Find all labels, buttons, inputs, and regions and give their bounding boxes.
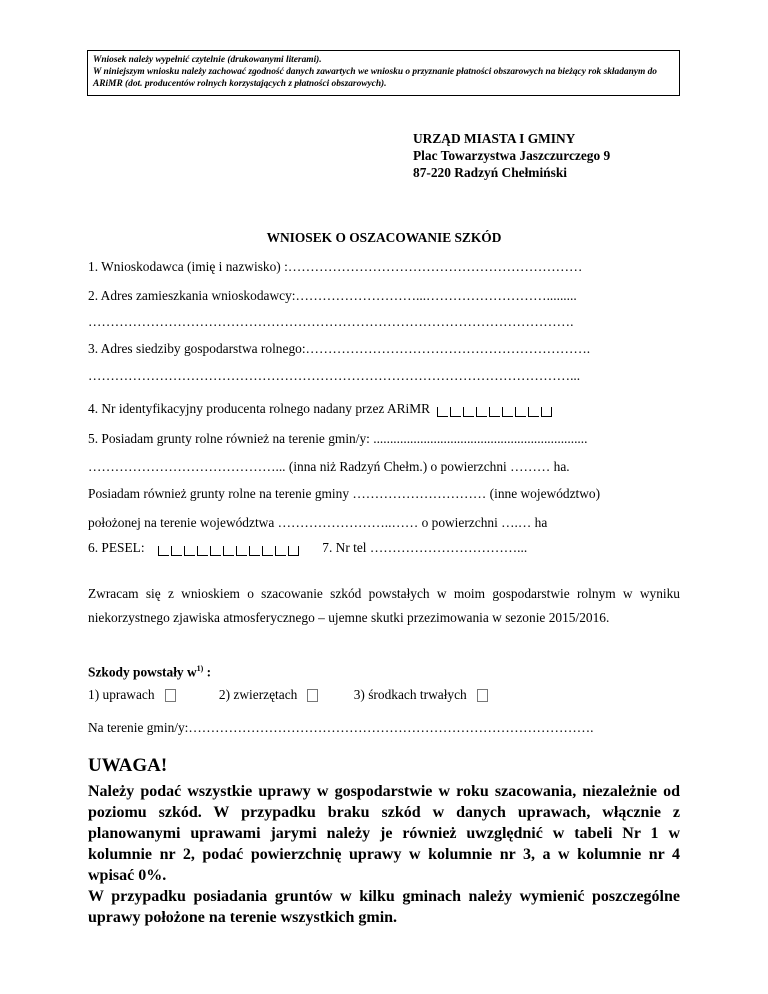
digit-box[interactable]: [288, 546, 299, 556]
request-statement: Zwracam się z wnioskiem o szacowanie szkód powstałych w moim gospodarstwie rolnym w wyniku niekorzystnego zjawiska atmosferycznego – ujemne skutki przezimowania w sezonie 2015/2016.: [88, 586, 680, 625]
option-animals-label: 2) zwierzętach: [218, 687, 298, 702]
uwaga-text: [88, 781, 680, 928]
damage-location-field[interactable]: Na terenie gmin/y:……………………………………………………………………………….: [88, 720, 594, 735]
option-crops-label: 1) uprawach: [88, 687, 155, 702]
farm-address-field[interactable]: 3. Adres siedziby gospodarstwa rolnego:……………………………………………………….: [88, 341, 591, 356]
other-commune-field[interactable]: 5. Posiadam grunty rolne również na terenie gmin/y: ................................................................: [88, 431, 588, 446]
voivodeship-area-field[interactable]: położonej na terenie województwa ……………………..…… o powierzchni ….… ha: [88, 515, 548, 530]
other-voivodeship-commune-text: Posiadam również grunty rolne na terenie gminy ………………………… (inne województwo): [88, 486, 601, 501]
digit-box[interactable]: [463, 407, 474, 417]
footnote-marker: 1): [196, 664, 204, 673]
recipient-street: Plac Towarzystwa Jaszczurczego 9: [413, 148, 611, 163]
digit-box[interactable]: [502, 407, 513, 417]
applicant-address-field[interactable]: 2. Adres zamieszkania wnioskodawcy:………………………...……………………….........: [88, 288, 577, 303]
digit-box[interactable]: [489, 407, 500, 417]
instruction-line-2: W niniejszym wniosku należy zachować zgodność danych zawartych we wniosku o przyznanie płatności obszarowych na bieżący rok składanym do ARiMR (dot. producentów rolnych korzystających z płatności obszarowych).: [93, 67, 657, 89]
digit-box[interactable]: [210, 546, 221, 556]
arimr-id-boxes[interactable]: [437, 401, 554, 417]
digit-box[interactable]: [541, 407, 552, 417]
uwaga-paragraph-2: W przypadku posiadania gruntów w kilku gminach należy wymienić poszczególne uprawy położone na terenie wszystkich gmin.: [88, 888, 680, 926]
phone-field[interactable]: 7. Nr tel ……………………………...: [322, 540, 528, 555]
uwaga-heading: UWAGA!: [88, 755, 168, 776]
digit-box[interactable]: [197, 546, 208, 556]
digit-box[interactable]: [275, 546, 286, 556]
uwaga-paragraph-1: Należy podać wszystkie uprawy w gospodarstwie w roku szacowania, niezależnie od poziomu szkód. W przypadku braku szkód w danych uprawach, włącznie z planowanymi uprawami jarymi należy je również uwzględnić w tabeli Nr 1 w kolumnie nr 2, podać powierzchnię uprawy w kolumnie nr 3, a w kolumnie nr 4 wpisać 0%.: [88, 783, 680, 884]
damage-options-row: [88, 687, 488, 703]
digit-box[interactable]: [223, 546, 234, 556]
arimr-id-label: 4. Nr identyfikacyjny producenta rolnego nadany przez ARiMR: [88, 401, 431, 416]
damages-heading: [88, 661, 211, 680]
crops-checkbox[interactable]: [165, 689, 176, 702]
assets-checkbox[interactable]: [477, 689, 488, 702]
digit-box[interactable]: [158, 546, 169, 556]
digit-box[interactable]: [437, 407, 448, 417]
farm-address-field-cont[interactable]: ………………………………………………………………………………………………...: [88, 368, 581, 383]
pesel-boxes[interactable]: [158, 540, 301, 556]
digit-box[interactable]: [236, 546, 247, 556]
other-voivodeship-commune-field[interactable]: [88, 486, 600, 502]
digit-box[interactable]: [249, 546, 260, 556]
applicant-name-field[interactable]: 1. Wnioskodawca (imię i nazwisko) :…………………………………………………………: [88, 259, 583, 274]
other-commune-area-field[interactable]: ……………………………………... (inna niż Radzyń Chełm.) o powierzchni ……… ha.: [88, 459, 570, 474]
arimr-id-row: [88, 401, 554, 417]
instruction-line-1: Wniosek należy wypełnić czytelnie (drukowanymi literami).: [93, 55, 322, 65]
option-assets-label: 3) środkach trwałych: [353, 687, 467, 702]
applicant-address-field-cont[interactable]: ……………………………………………………………………………………………….: [88, 314, 574, 329]
recipient-address: [413, 130, 610, 181]
pesel-row: [88, 540, 527, 556]
digit-box[interactable]: [476, 407, 487, 417]
damages-colon: :: [203, 664, 212, 680]
document-title: WNIOSEK O OSZACOWANIE SZKÓD: [266, 230, 502, 245]
animals-checkbox[interactable]: [307, 689, 318, 702]
digit-box[interactable]: [171, 546, 182, 556]
fill-instructions-box: [87, 50, 680, 96]
damages-heading-text: Szkody powstały w: [88, 664, 197, 680]
digit-box[interactable]: [528, 407, 539, 417]
digit-box[interactable]: [262, 546, 273, 556]
digit-box[interactable]: [515, 407, 526, 417]
digit-box[interactable]: [450, 407, 461, 417]
recipient-city: 87-220 Radzyń Chełmiński: [413, 165, 568, 180]
digit-box[interactable]: [184, 546, 195, 556]
pesel-label: 6. PESEL:: [88, 540, 145, 555]
recipient-name: URZĄD MIASTA I GMINY: [413, 131, 576, 146]
